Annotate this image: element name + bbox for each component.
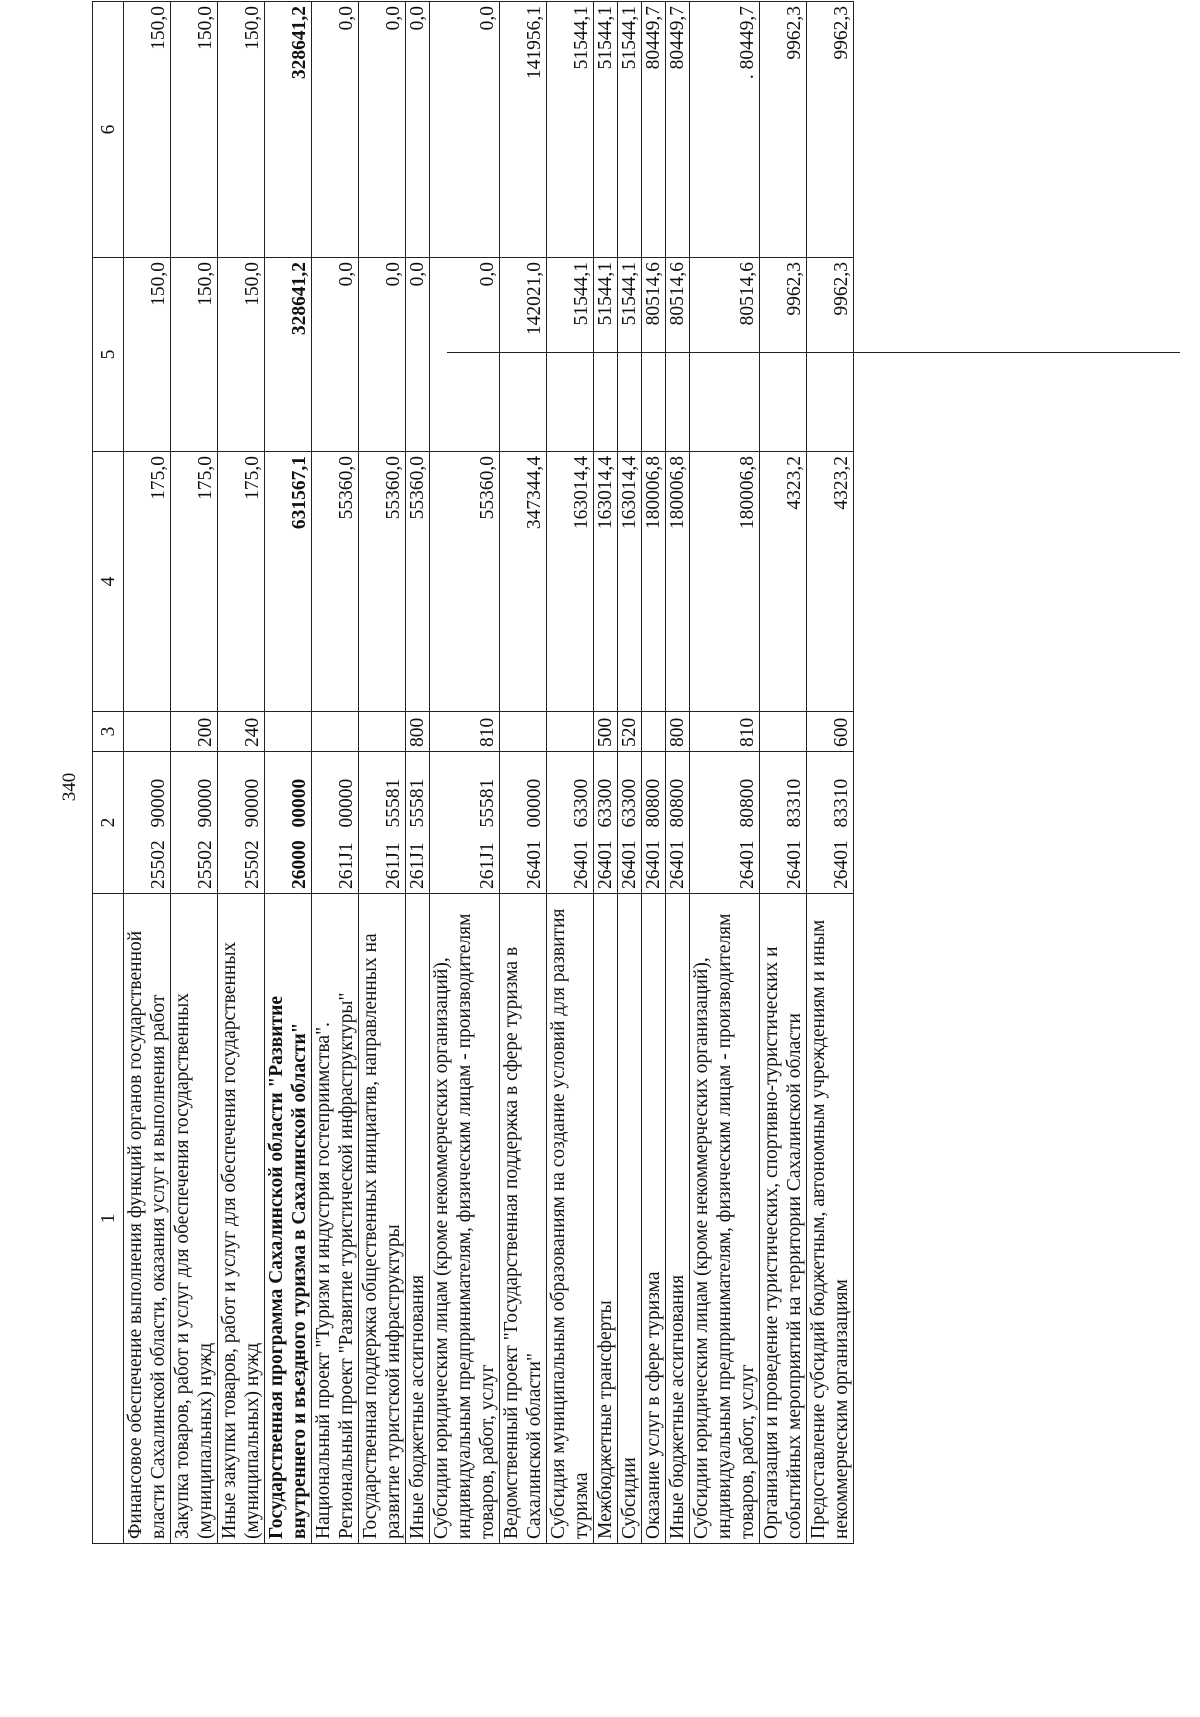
row-description: Предоставление субсидий бюджетным, автономным учреждениям и иным некоммерческим организациям (807, 894, 854, 1544)
row-code-program: 25502 (218, 832, 265, 894)
row-code-program: 26401 (547, 832, 594, 894)
row-code-direction: 63300 (547, 752, 594, 832)
row-code-program: 26000 (265, 832, 312, 894)
row-value-col6: 0,0 (312, 2, 359, 258)
row-value-col6: 51544,1 (594, 2, 618, 258)
row-code-direction: 80800 (666, 752, 690, 832)
table-row (406, 2, 430, 1544)
header-col-1: 1 (93, 894, 124, 1544)
row-value-col6: 80449,7 (666, 2, 690, 258)
row-value-col5: 51544,1 (594, 258, 618, 452)
table-row (642, 2, 666, 1544)
table-row (690, 2, 760, 1544)
row-code-program: 26401 (618, 832, 642, 894)
row-code-program: 25502 (171, 832, 218, 894)
row-code-program: 26401 (807, 832, 854, 894)
row-code-program: 26401 (500, 832, 547, 894)
row-description: Субсидии (618, 894, 642, 1544)
table-row (171, 2, 218, 1544)
row-code-direction: 55581 (406, 752, 430, 832)
row-code-direction: 00000 (265, 752, 312, 832)
table-body (124, 2, 854, 1544)
row-code-direction: 80800 (690, 752, 760, 832)
row-code-program: 26401 (642, 832, 666, 894)
row-value-col4: 4323,2 (807, 452, 854, 712)
row-value-col5: 9962,3 (760, 258, 807, 452)
row-value-col5: 0,0 (406, 258, 430, 452)
row-description: Межбюджетные трансферты (594, 894, 618, 1544)
row-value-col5: 0,0 (359, 258, 406, 452)
row-value-col5: 80514,6 (642, 258, 666, 452)
row-value-col5: 0,0 (430, 258, 500, 452)
row-description: Иные бюджетные ассигнования (406, 894, 430, 1544)
row-expense-type: 500 (594, 712, 618, 752)
row-value-col4: 163014,4 (547, 452, 594, 712)
row-expense-type (547, 712, 594, 752)
table-row (666, 2, 690, 1544)
row-description: Закупка товаров, работ и услуг для обеспечения государственных (муниципальных) нужд (171, 894, 218, 1544)
row-description: Оказание услуг в сфере туризма (642, 894, 666, 1544)
row-value-col4: 175,0 (171, 452, 218, 712)
row-value-col6: 150,0 (218, 2, 265, 258)
row-value-col6: 150,0 (171, 2, 218, 258)
table-row (218, 2, 265, 1544)
row-expense-type (359, 712, 406, 752)
row-value-col6: 9962,3 (807, 2, 854, 258)
row-value-col6: 328641,2 (265, 2, 312, 258)
row-code-program: 26401 (760, 832, 807, 894)
table-row (500, 2, 547, 1544)
row-code-direction: 55581 (430, 752, 500, 832)
row-value-col6: 51544,1 (547, 2, 594, 258)
row-expense-type: 800 (406, 712, 430, 752)
row-expense-type: 520 (618, 712, 642, 752)
row-value-col5: 9962,3 (807, 258, 854, 452)
row-description: Ведомственный проект "Государственная поддержка в сфере туризма в Сахалинской области" (500, 894, 547, 1544)
row-code-program: 261J1 (359, 832, 406, 894)
row-code-direction: 90000 (218, 752, 265, 832)
row-value-col4: 163014,4 (594, 452, 618, 712)
table-row (430, 2, 500, 1544)
header-row (93, 2, 124, 1544)
row-value-col4: 175,0 (124, 452, 171, 712)
table-row (618, 2, 642, 1544)
row-code-direction: 55581 (359, 752, 406, 832)
row-expense-type: 810 (690, 712, 760, 752)
row-value-col4: 55360,0 (406, 452, 430, 712)
row-description: Иные закупки товаров, работ и услуг для обеспечения государственных (муниципальных) нужд (218, 894, 265, 1544)
row-value-col5: 0,0 (312, 258, 359, 452)
row-expense-type: 810 (430, 712, 500, 752)
row-code-direction: 00000 (500, 752, 547, 832)
header-col-6: 6 (93, 2, 124, 258)
row-value-col5: 80514,6 (666, 258, 690, 452)
row-value-col5: 51544,1 (618, 258, 642, 452)
row-expense-type (500, 712, 547, 752)
row-description: Организация и проведение туристических, спортивно-туристических и событийных мероприятий на территории Сахалинской области (760, 894, 807, 1544)
row-code-program: 26401 (690, 832, 760, 894)
table-row (807, 2, 854, 1544)
table-row (594, 2, 618, 1544)
row-code-direction: 00000 (312, 752, 359, 832)
header-col-2: 2 (93, 752, 124, 894)
row-value-col6: 80449,7 (642, 2, 666, 258)
row-expense-type (124, 712, 171, 752)
row-description: Государственная программа Сахалинской области "Развитие внутреннего и въездного туризма в Сахалинской области" (265, 894, 312, 1544)
row-value-col4: 180006,8 (690, 452, 760, 712)
row-value-col5: 51544,1 (547, 258, 594, 452)
row-code-program: 26401 (594, 832, 618, 894)
row-value-col4: 347344,4 (500, 452, 547, 712)
row-code-direction: 90000 (124, 752, 171, 832)
row-code-direction: 63300 (594, 752, 618, 832)
table-row (312, 2, 359, 1544)
row-description: Субсидии юридическим лицам (кроме некоммерческих организаций), индивидуальным предпринимателям, физическим лицам - производителям товаров, работ, услуг (430, 894, 500, 1544)
row-value-col6: 51544,1 (618, 2, 642, 258)
table-row (547, 2, 594, 1544)
row-value-col4: 631567,1 (265, 452, 312, 712)
row-value-col4: 163014,4 (618, 452, 642, 712)
row-value-col6: 9962,3 (760, 2, 807, 258)
table-row (359, 2, 406, 1544)
row-code-direction: 80800 (642, 752, 666, 832)
row-value-col5: 150,0 (124, 258, 171, 452)
row-expense-type (312, 712, 359, 752)
row-code-program: 25502 (124, 832, 171, 894)
row-value-col6: . 80449,7 (690, 2, 760, 258)
header-col-4: 4 (93, 452, 124, 712)
row-code-program: 261J1 (312, 832, 359, 894)
row-description: Государственная поддержка общественных инициатив, направленных на развитие туристской инфраструктуры (359, 894, 406, 1544)
row-code-program: 26401 (666, 832, 690, 894)
header-col-5: 5 (93, 258, 124, 452)
row-expense-type (760, 712, 807, 752)
row-value-col5: 328641,2 (265, 258, 312, 452)
row-description: Финансовое обеспечение выполнения функций органов государственной власти Сахалинской области, оказания услуг и выполнения работ (124, 894, 171, 1544)
row-value-col4: 180006,8 (642, 452, 666, 712)
row-expense-type: 600 (807, 712, 854, 752)
row-description: Субсидии юридическим лицам (кроме некоммерческих организаций), индивидуальным предпринимателям, физическим лицам - производителям товаров, работ, услуг (690, 894, 760, 1544)
row-expense-type (642, 712, 666, 752)
row-value-col5: 80514,6 (690, 258, 760, 452)
row-value-col4: 55360,0 (359, 452, 406, 712)
header-col-3: 3 (93, 712, 124, 752)
row-expense-type: 800 (666, 712, 690, 752)
row-code-program: 261J1 (406, 832, 430, 894)
budget-table (92, 1, 854, 1544)
row-value-col4: 180006,8 (666, 452, 690, 712)
row-expense-type: 240 (218, 712, 265, 752)
row-value-col6: 141956,1 (500, 2, 547, 258)
row-value-col6: 0,0 (406, 2, 430, 258)
row-expense-type: 200 (171, 712, 218, 752)
table-row (124, 2, 171, 1544)
row-value-col6: 0,0 (430, 2, 500, 258)
row-value-col4: 55360,0 (430, 452, 500, 712)
table-row (265, 2, 312, 1544)
row-description: Национальный проект "Туризм и индустрия гостеприимства". Региональный проект "Развитие туристической инфраструктуры" (312, 894, 359, 1544)
row-code-direction: 83310 (760, 752, 807, 832)
page-number: 340 (59, 772, 80, 802)
row-description: Субсидия муниципальным образованиям на создание условий для развития туризма (547, 894, 594, 1544)
table-row (760, 2, 807, 1544)
rotated-page (86, 0, 1086, 1560)
row-value-col6: 150,0 (124, 2, 171, 258)
row-code-direction: 83310 (807, 752, 854, 832)
row-description: Иные бюджетные ассигнования (666, 894, 690, 1544)
row-value-col5: 150,0 (218, 258, 265, 452)
row-value-col4: 4323,2 (760, 452, 807, 712)
row-value-col5: 142021,0 (500, 258, 547, 452)
row-value-col4: 175,0 (218, 452, 265, 712)
row-value-col4: 55360,0 (312, 452, 359, 712)
row-code-direction: 63300 (618, 752, 642, 832)
row-expense-type (265, 712, 312, 752)
row-value-col6: 0,0 (359, 2, 406, 258)
row-value-col5: 150,0 (171, 258, 218, 452)
row-code-direction: 90000 (171, 752, 218, 832)
row-code-program: 261J1 (430, 832, 500, 894)
